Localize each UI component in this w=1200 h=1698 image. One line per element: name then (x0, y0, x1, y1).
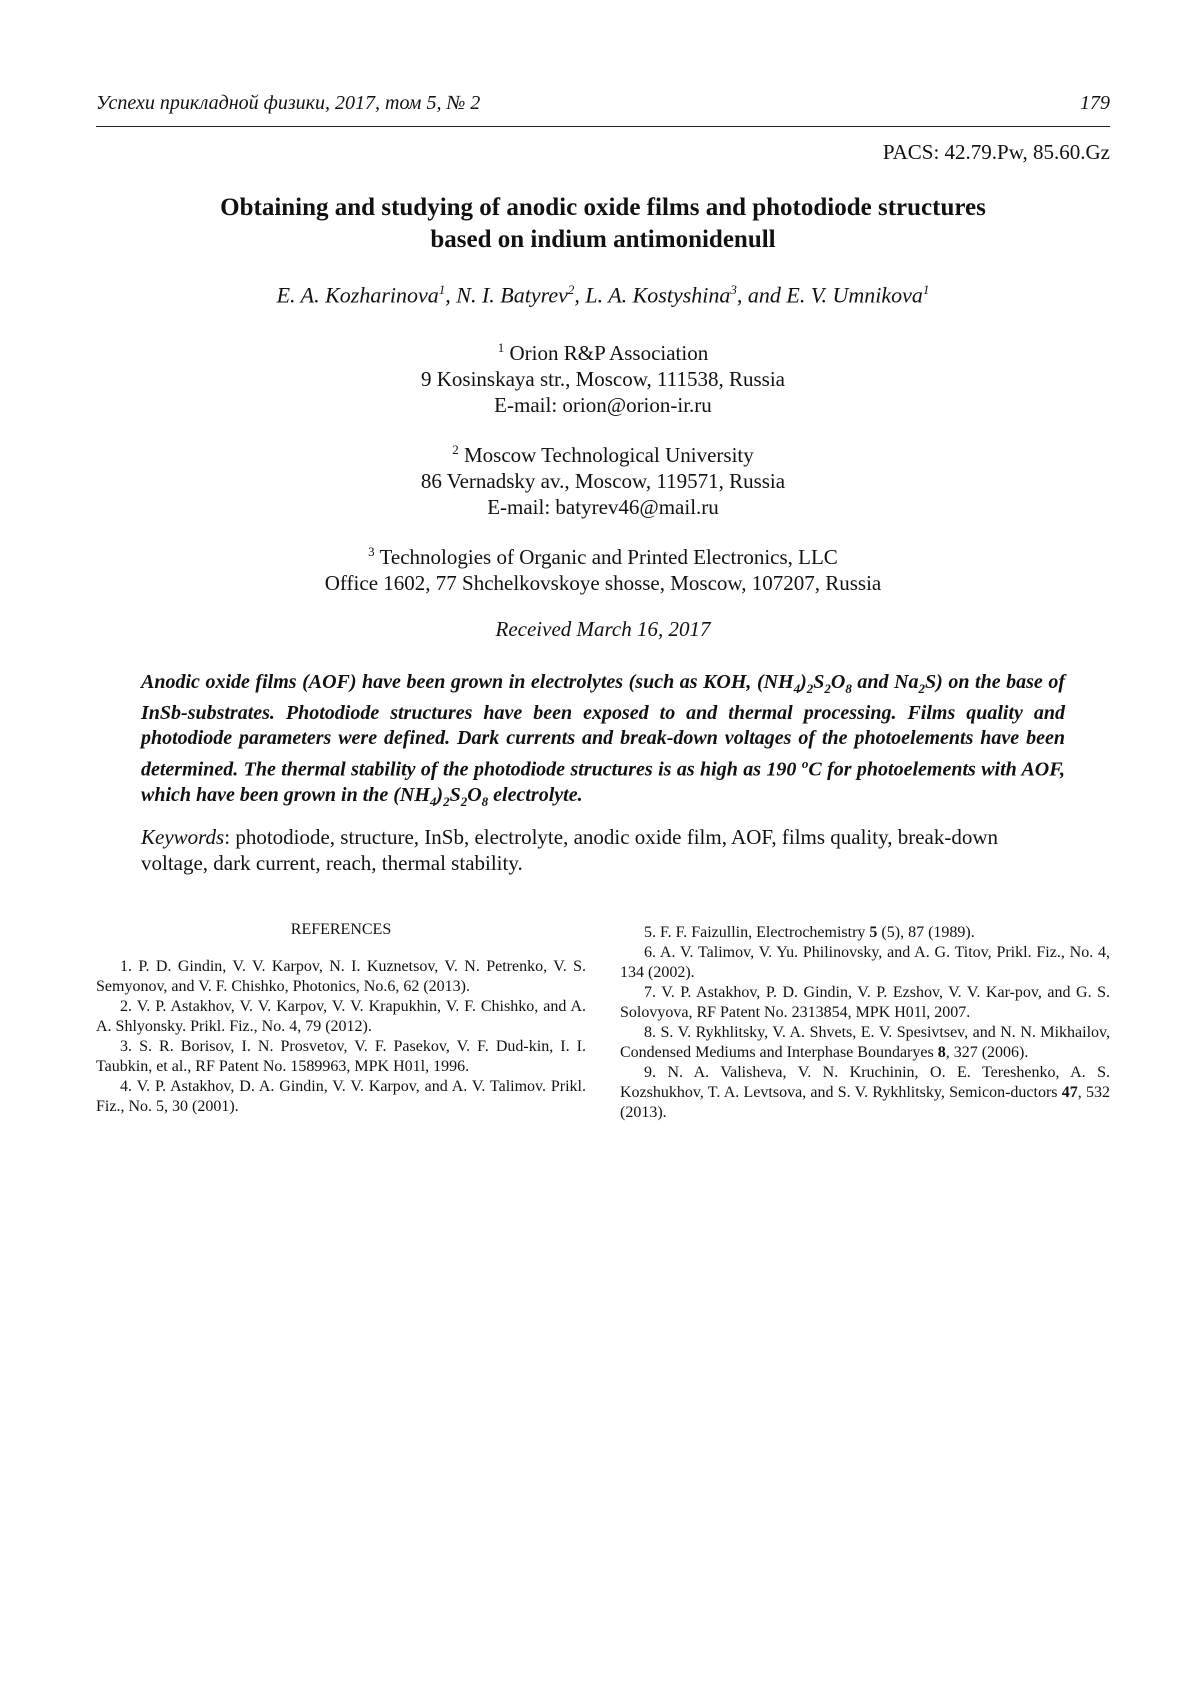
received-date: Received March 16, 2017 (495, 617, 711, 641)
page-number: 179 (1080, 92, 1110, 114)
degree-mark: o (801, 756, 809, 771)
abstract-text: C for photoelements with AOF, which have been grown in the (NH (141, 758, 1065, 806)
affiliation-address: 86 Vernadsky av., Moscow, 119571, Russia (420, 469, 786, 493)
reference-item (620, 923, 1110, 943)
author-separator: , (445, 282, 457, 308)
reference-item: 4. V. P. Astakhov, D. A. Gindin, V. V. Karpov, and A. V. Talimov. Prikl. Fiz., No. 5, 30 (2001). (96, 1078, 586, 1115)
affiliation-name: Technologies of Organic and Printed Electronics, LLC (379, 545, 838, 569)
abstract (141, 670, 1065, 814)
author-affil-mark: 3 (730, 282, 737, 297)
author-name: N. I. Batyrev (456, 282, 568, 308)
reference-volume: 5 (869, 924, 878, 941)
abstract-text: Anodic oxide films (AOF) have been grown in electrolytes (such as KOH, (NH (141, 671, 794, 693)
subscript: 8 (481, 793, 489, 809)
affiliation-number: 2 (452, 442, 459, 457)
affiliation-name: Moscow Technological University (463, 443, 754, 467)
reference-item (620, 943, 1110, 983)
author-separator: , and (736, 282, 787, 308)
reference-item: 2. V. P. Astakhov, V. V. Karpov, V. V. Krapukhin, V. F. Chishko, and A. A. Shlyonsky. Prikl. Fiz., No. 4, 79 (2012). (96, 998, 586, 1035)
affiliation-number: 1 (497, 340, 505, 355)
reference-text: 8. S. V. Rykhlitsky, V. A. Shvets, E. V. Spesivtsev, and N. N. Mikhailov, Condensed Mediums and Interphase Boundaryes (620, 1024, 1110, 1061)
subscript: 2 (806, 681, 814, 696)
keywords (141, 824, 1065, 876)
reference-text: , 532 (2013). (620, 1084, 1111, 1121)
journal-title: Успехи прикладной физики, 2017, том 5, № 2 (96, 92, 481, 114)
abstract-text: ) (800, 671, 807, 693)
abstract-text: S (813, 671, 825, 693)
keywords-text: : photodiode, structure, InSb, electrolyte, anodic oxide film, AOF, films quality, break-down voltage, dark current, reach, thermal stability. (141, 825, 999, 875)
paper-title (96, 192, 1110, 256)
running-head (96, 92, 1110, 127)
subscript: 4 (429, 793, 437, 809)
reference-volume: 47 (1061, 1084, 1078, 1101)
subscript: 8 (845, 681, 852, 696)
reference-item (620, 1063, 1110, 1123)
reference-item: 3. S. R. Borisov, I. N. Prosvetov, V. F. Pasekov, V. F. Dud-kin, I. I. Taubkin, et al., RF Patent No. 1589963, MPK H01l, 1996. (96, 1038, 586, 1075)
reference-item: 1. P. D. Gindin, V. V. Karpov, N. I. Kuznetsov, V. N. Petrenko, V. S. Semyonov, and V. F. Chishko, Photonics, No.6, 62 (2013). (96, 958, 586, 995)
author-affil-mark: 2 (567, 282, 575, 297)
reference-text: 5. F. F. Faizullin, Electrochemistry (644, 924, 870, 941)
reference-item (620, 983, 1110, 1023)
subscript: 2 (824, 681, 831, 696)
reference-text: 7. V. P. Astakhov, P. D. Gindin, V. P. Ezshov, V. V. Kar-pov, and G. S. Solovyova, RF Patent No. 2313854, MPK H01l, 2007. (620, 984, 1110, 1021)
reference-item (620, 1023, 1110, 1063)
pacs-codes: PACS: 42.79.Pw, 85.60.Gz (882, 140, 1110, 164)
abstract-text: O (830, 671, 846, 693)
title-line-2: based on indium antimonidenull (430, 226, 776, 253)
affiliation-address: 9 Kosinskaya str., Moscow, 111538, Russia (421, 367, 785, 391)
affiliation-email: E-mail: batyrev46@mail.ru (487, 495, 719, 519)
author-list (96, 282, 1110, 308)
references-right-column (620, 923, 1110, 1123)
abstract-text: S) on the base of InSb-substrates. Photodiode structures have been exposed to and thermal processing. Films quality and photodiode parameters were defined. Dark currents and break-down voltages of the photoelements have been determined. The thermal stability of the photodiode structures is as high as 190 (141, 671, 1065, 781)
author-name: E. V. Umnikova (786, 282, 923, 308)
reference-text: , 327 (2006). (945, 1044, 1029, 1061)
subscript: 2 (918, 681, 926, 696)
affiliation-email: E-mail: orion@orion-ir.ru (494, 393, 712, 417)
affiliation-name: Orion R&P Association (509, 341, 709, 365)
abstract-text: O (467, 783, 482, 806)
title-line-1: Obtaining and studying of anodic oxide films and photodiode structures (220, 194, 986, 221)
subscript: 4 (793, 681, 801, 696)
author-affil-mark: 1 (922, 282, 930, 297)
abstract-text: electrolyte. (488, 783, 583, 806)
affiliation-3 (96, 539, 1110, 596)
reference-text: 9. N. A. Valisheva, V. N. Kruchinin, O. E. Tereshenko, A. S. Kozshukhov, T. A. Levtsova, and S. V. Rykhlitsky, Semicon-ductors (620, 1064, 1110, 1101)
author-affil-mark: 1 (438, 282, 446, 297)
affiliation-2 (96, 437, 1110, 520)
abstract-text: and Na (851, 671, 919, 693)
author-separator: , (574, 282, 586, 308)
affiliation-1 (96, 335, 1110, 418)
author-name: L. A. Kostyshina (585, 282, 731, 308)
references-heading: REFERENCES (290, 921, 392, 938)
reference-text: (5), 87 (1989). (877, 924, 975, 941)
abstract-text: ) (436, 783, 444, 806)
reference-text: 6. A. V. Talimov, V. Yu. Philinovsky, and A. G. Titov, Prikl. Fiz., No. 4, 134 (2002). (620, 944, 1110, 981)
subscript: 2 (460, 793, 468, 809)
references-left-column (96, 920, 586, 1117)
author-name: E. A. Kozharinova (276, 282, 439, 308)
affiliation-number: 3 (368, 544, 375, 559)
subscript: 2 (443, 793, 450, 809)
abstract-text: S (449, 783, 461, 806)
affiliation-address: Office 1602, 77 Shchelkovskoye shosse, Moscow, 107207, Russia (324, 571, 882, 595)
keywords-label: Keywords (141, 825, 225, 849)
reference-volume: 8 (937, 1044, 946, 1061)
